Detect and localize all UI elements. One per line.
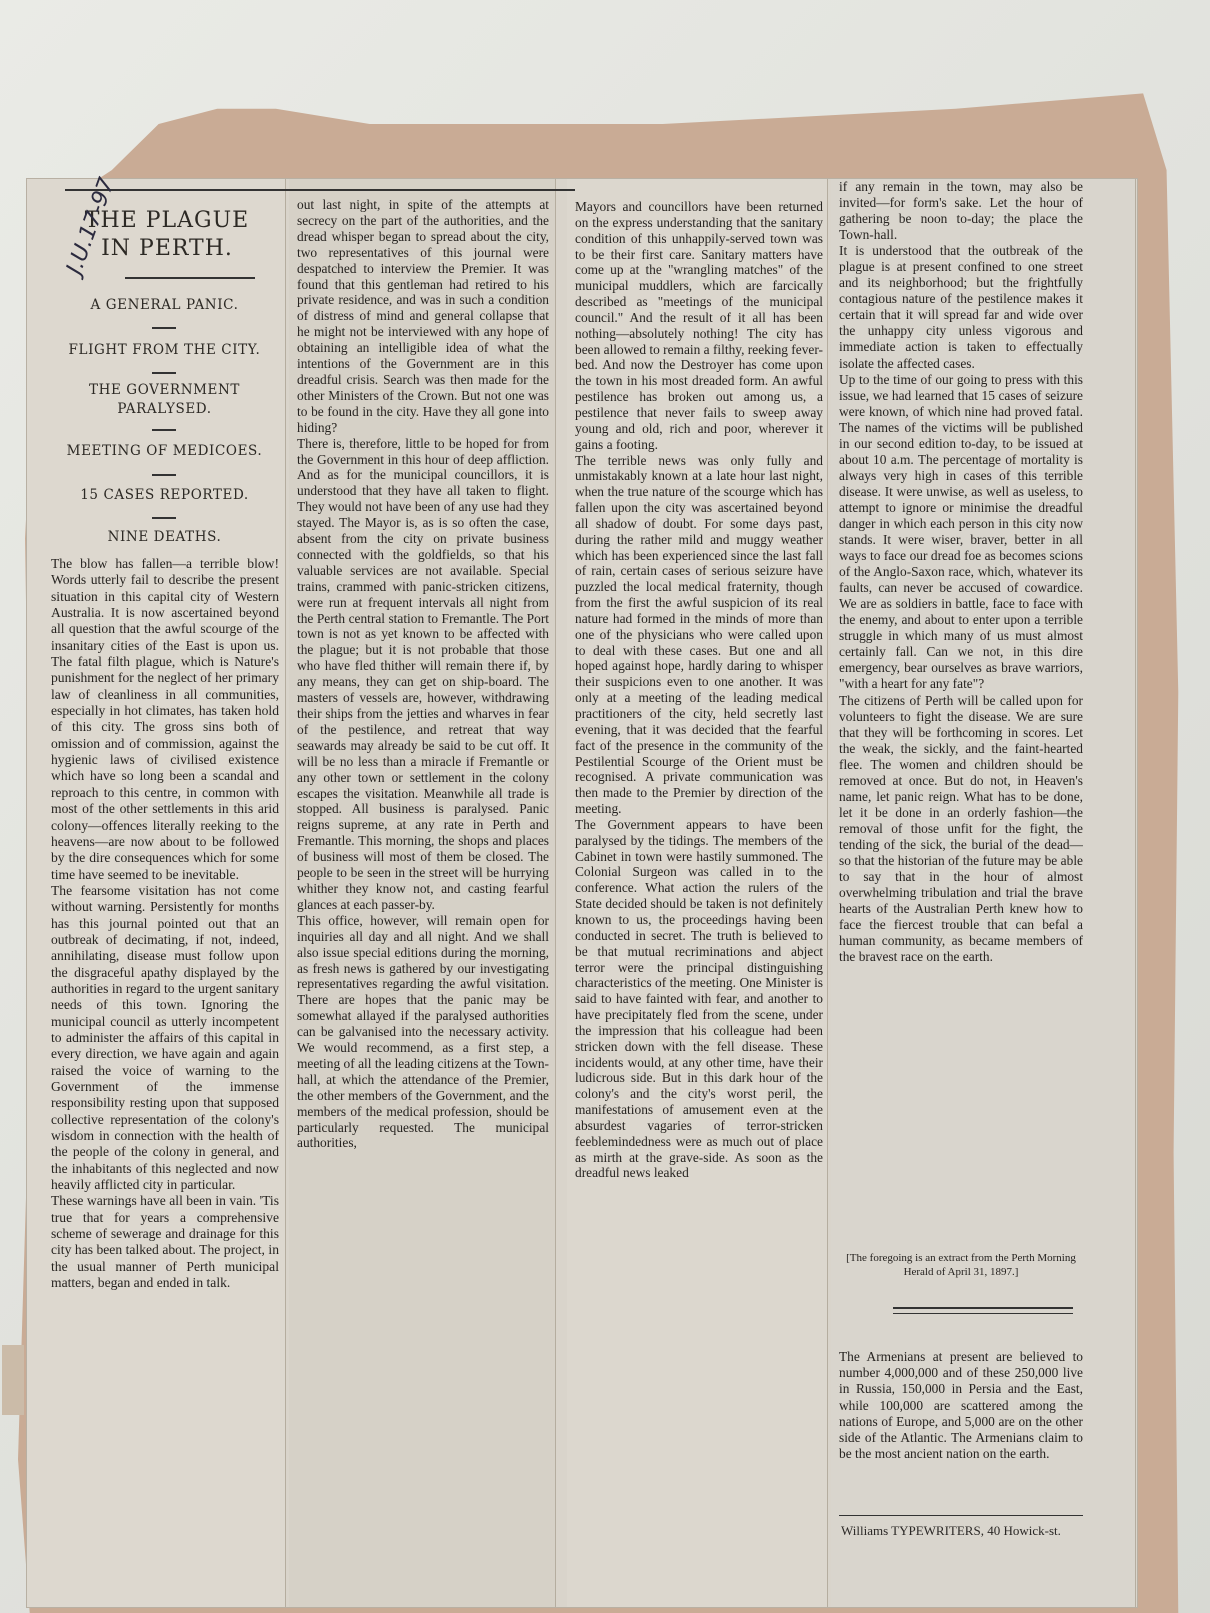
- subhead-cases: 15 CASES REPORTED.: [80, 487, 249, 503]
- subhead-deaths: NINE DEATHS.: [107, 529, 222, 545]
- armenians-paragraph: The Armenians at present are believed to number 4,000,000 and of these 250,000 live in Russia, 150,000 in Persia and the East, while 100,000 are scattered among the nations of Europe, and 5,000 are on the other side of the Atlantic. The Armenians claim to be the most ancient nation on the earth.: [839, 1349, 1083, 1462]
- left-edge-fragment: [2, 1345, 24, 1415]
- subhead-flight: FLIGHT FROM THE CITY.: [68, 342, 261, 358]
- newspaper-clipping: [26, 174, 1138, 1608]
- source-note: [The foregoing is an extract from the Perth Morning Herald of April 31, 1897.]: [846, 1252, 1076, 1278]
- column-3-text: Mayors and councillors have been returned on the express understanding that the sanitary condition of this unhappily-served town was to be their first care. Sanitary matters have come up at the "wrangling matches" of the municipal muddlers, which are farcically described as "meetings of the municipal council." And the result of it all has been nothing—absolutely nothing! The city has been allowed to remain a filthy, reeking fever-bed. And now the Destroyer has come upon the town in his most dreaded form. An awful pestilence has broken out among us, a pestilence that never fails to sweep away young and old, rich and poor, wherever it gains a footing. The terrible news was only fully and unmistakably known at a late hour last night, when the true nature of the scourge which has fallen upon the city was ascertained beyond all shadow of doubt. For some days past, during the rather mild and muggy weather which has been experienced since the last fall of rain, certain cases of serious seizure have puzzled the local medical fraternity, though from the first the awful suspicion of its real nature had formed in the minds of more than one of the physicians who were called upon to deal with these cases. But one and all hoped against hope, hardly daring to whisper their suspicions even to one another. It was only at a meeting of the leading medical practitioners of the city, held secretly last evening, that it was decided that the fearful fact of the presence in the community of the Pestilential Scourge of the Orient must be recognised. A private communication was then made to the Premier by direction of the meeting. The Government appears to have been paralysed by the tidings. The members of the Cabinet in town were hastily summoned. The Colonial Surgeon was called in to the conference. What action the rulers of the State decided should be taken is not definitely known to us, the proceedings having been conducted in secret. The truth is believed to be that mutual recriminations and abject terror were the principal distinguishing characteristics of the meeting. One Minister is said to have fainted with fear, and another to have precipitately fled from the scene, under the impression that his colleague had been stricken down with the fell disease. These incidents would, at any other time, have their ludicrous side. But in this dark hour of the colony's and the city's worst peril, the manifestations of amusement even at the absurdest vagaries of terror-stricken feeblemindedness were as much out of place as mirth at the grave-side. As soon as the dreadful news leaked: [575, 199, 823, 1181]
- footer-rule: [839, 1515, 1083, 1516]
- footer-advertisement: Williams TYPEWRITERS, 40 Howick-st.: [841, 1523, 1061, 1538]
- top-rule: [65, 189, 575, 191]
- subhead-divider: [152, 429, 176, 431]
- subhead-divider: [152, 372, 176, 374]
- column-1-text: The blow has fallen—a terrible blow! Words utterly fail to describe the present situation in this capital city of Western Australia. It is now ascertained beyond all question that the awful scourge of the insanitary cities of the East is upon us. The fatal filth plague, which is Nature's punishment for the neglect of her primary law of cleanliness in all communities, especially in hot climates, has taken hold of this city. The gross sins both of omission and of commission, against the hygienic laws of civilised existence which have so long been a scandal and reproach to this centre, in common with most of the other settlements in this arid colony—offences literally reeking to the heavens—are now about to be followed by the dire consequences which for some time have seemed to be inevitable. The fearsome visitation has not come without warning. Persistently for months has this journal pointed out that an outbreak of decimating, if not, indeed, annihilating, disease must follow upon the disgraceful apathy displayed by the authorities in regard to the urgent sanitary needs of this town. Ignoring the municipal council as utterly incompetent to administer the affairs of this capital in every direction, we have again and again raised the voice of warning to the Government of the immense responsibility resting upon that supposed collective representation of the colony's wisdom in connection with the health of the people of the colony in general, and the inhabitants of this neglected and now heavily afflicted city in particular. These warnings have all been in vain. 'Tis true that for years a comprehensive scheme of sewerage and drainage for this city has been talked about. The project, in the usual manner of Perth municipal matters, began and ended in talk.: [51, 556, 279, 1291]
- column-4-text: if any remain in the town, may also be invited—for form's sake. Let the hour of gathering be noon to-day; the place the Town-hall. It is understood that the outbreak of the plague is at present confined to one street and its neighborhood; but the frightfully contagious nature of the pestilence makes it certain that it will spread far and wide over the unhappy city unless vigorous and immediate action is taken to effectually isolate the affected cases. Up to the time of our going to press with this issue, we had learned that 15 cases of seizure were known, of which nine had proved fatal. The names of the victims will be published in our second edition to-day, to be issued at about 10 a.m. The percentage of mortality is always very high in cases of this terrible disease. It were unwise, as well as useless, to attempt to ignore or minimise the dreadful danger in which each person in this city now stands. It were wiser, braver, better in all ways to face our dread foe as becomes scions of the Anglo-Saxon race, which, whatever its faults, can never be accused of cowardice. We are as soldiers in battle, face to face with the enemy, and about to enter upon a terrible struggle in which many of us must almost certainly fall. Can we not, in this dire emergency, bear ourselves as brave warriors, "with a heart for any fate"? The citizens of Perth will be called upon for volunteers to fight the disease. We are sure that they will be forthcoming in scores. Let the weak, the sickly, and the faint-hearted flee. The women and children should be removed at once. But do not, in Heaven's name, let panic reign. What has to be done, let it be done in an orderly fashion—the removal of those unfit for the fight, the tending of the sick, the burial of the dead—so that the historian of the future may be able to say that in the hour of almost overwhelming tribulation and trial the brave hearts of the Australian Perth knew how to face the fiercest trouble that can befal a human community, as became members of the bravest race on the earth.: [839, 179, 1083, 965]
- article-title: THE PLAGUE IN PERTH.: [84, 208, 250, 261]
- title-rule: [125, 277, 255, 279]
- column-2-text: out last night, in spite of the attempts at secrecy on the part of the authorities, and the dread whisper began to spread about the city, two representatives of this journal were despatched to interview the Premier. It was found that this gentleman had retired to his private residence, and was in such a condition of distress of mind and general collapse that he might not be interviewed with any hope of obtaining an intelligible idea of what the intentions of the Government are in this dreadful crisis. Search was then made for the other Ministers of the Crown. But not one was to be found in the city. Have they all gone into hiding? There is, therefore, little to be hoped for from the Government in this hour of deep affliction. And as for the municipal councillors, it is understood that they have all taken to flight. They would not have been of any use had they stayed. The Mayor is, as is so often the case, absent from the city on private business connected with the goldfields, so that his valuable services are not available. Special trains, crammed with panic-stricken citizens, were run at frequent intervals all night from the Perth central station to Fremantle. The Port town is not as yet known to be affected with the plague; but it is not probable that those who have fled thither will remain there if, by any means, they can get on ship-board. The masters of vessels are, however, withdrawing their ships from the jetties and wharves in fear of the pestilence, and retreat that way seawards may already be said to be cut off. It will be no less than a miracle if Fremantle or any other town or settlement in the colony escapes the visitation. Meanwhile all trade is stopped. All business is paralysed. Panic reigns supreme, at any rate in Perth and Fremantle. This morning, the shops and places of business will most of them be closed. The people to be seen in the street will be hurrying whither they know not, and casting fearful glances at each passer-by. This office, however, will remain open for inquiries all day and all night. And we shall also issue special editions during the morning, as fresh news is gathered by our investigating representatives regarding the awful visitation. There are hopes that the panic may be somewhat allayed if the paralysed authorities can be galvanised into the necessary activity. We would recommend, as a first step, a meeting of all the leading citizens at the Town-hall, at which the attendance of the Premier, the other members of the Government, and the members of the medical profession, should be particularly requested. The municipal authorities,: [297, 197, 549, 1151]
- subhead-divider: [152, 517, 176, 519]
- ornamental-rule: [893, 1307, 1073, 1314]
- subhead-medicoes: MEETING OF MEDICOES.: [66, 443, 263, 459]
- subhead-government: THE GOVERNMENT PARALYSED.: [88, 382, 240, 417]
- handwritten-date: J.U.17-97: [62, 174, 120, 278]
- subhead-general-panic: A GENERAL PANIC.: [90, 297, 239, 313]
- subhead-divider: [152, 474, 176, 476]
- subhead-divider: [152, 327, 176, 329]
